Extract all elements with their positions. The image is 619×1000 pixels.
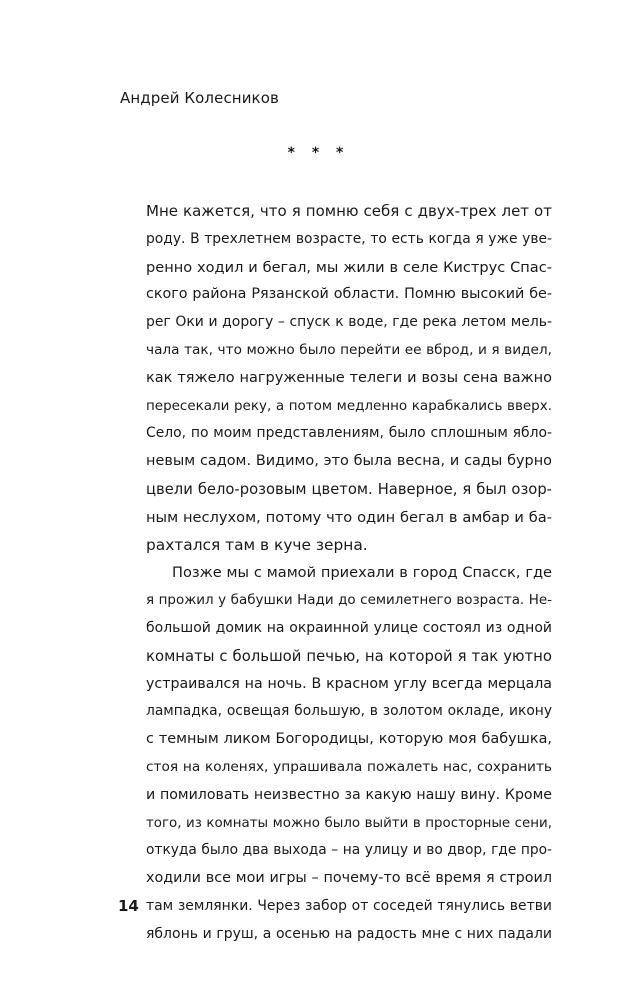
text-line: устраивался на ночь. В красном углу всегда мерцала — [146, 675, 552, 692]
text-line: пересекали реку, а потом медленно карабкались вверх. — [146, 397, 552, 414]
text-line: там землянки. Через забор от соседей тянулись ветви — [146, 897, 552, 914]
text-line: комнаты с большой печью, на которой я так уютно — [146, 646, 552, 665]
text-line: ходили все мои игры – почему-то всё время я строил — [146, 870, 552, 887]
page-number: 14 — [118, 897, 139, 915]
text-line: Мне кажется, что я помню себя с двух-трех лет от — [146, 202, 552, 220]
text-line: невым садом. Видимо, это была весна, и сады бурно — [146, 453, 552, 470]
body-text — [146, 198, 552, 949]
text-line: роду. В трехлетнем возрасте, то есть когда я уже уве- — [146, 230, 552, 247]
text-line: стоя на коленях, упрашивала пожалеть нас, сохранить — [146, 758, 552, 775]
text-line: того, из комнаты можно было выйти в просторные сени, — [146, 815, 552, 831]
text-line: ского района Рязанской области. Помню высокий бе- — [146, 286, 552, 303]
section-separator: * * * — [287, 145, 350, 161]
paragraph-1 — [146, 198, 552, 559]
text-line: лампадка, освещая большую, в золотом окладе, икону — [146, 703, 552, 720]
text-line: Позже мы с мамой приехали в город Спасск, где — [172, 564, 552, 582]
text-line: рег Оки и дорогу – спуск к воде, где река летом мель- — [146, 314, 552, 331]
text-line: большой домик на окраинной улице состоял из одной — [146, 619, 552, 636]
text-line: ным неслухом, потому что один бегал в амбар и ба- — [146, 508, 552, 526]
text-line: цвели бело-розовым цветом. Наверное, я был озор- — [146, 480, 552, 498]
text-line: откуда было два выхода – на улицу и во двор, где про- — [146, 842, 552, 859]
text-line: ренно ходил и бегал, мы жили в селе Киструс Спас- — [146, 258, 552, 276]
running-header-author: Андрей Колесников — [120, 89, 279, 107]
text-line: как тяжело нагруженные телеги и возы сена важно — [146, 369, 552, 386]
text-line: рахтался там в куче зерна. — [146, 535, 368, 554]
text-line: я прожил у бабушки Нади до семилетнего возраста. Не- — [146, 593, 552, 609]
text-line: чала так, что можно было перейти ее вброд, и я видел, — [146, 341, 552, 358]
text-line: яблонь и груш, а осенью на радость мне с них падали — [146, 925, 552, 942]
text-line: Село, по моим представлениям, было сплошным ябло- — [146, 425, 552, 442]
text-line: и помиловать неизвестно за какую нашу вину. Кроме — [146, 786, 552, 803]
paragraph-2 — [146, 559, 552, 948]
text-line: с темным ликом Богородицы, которую моя бабушка, — [146, 731, 552, 748]
